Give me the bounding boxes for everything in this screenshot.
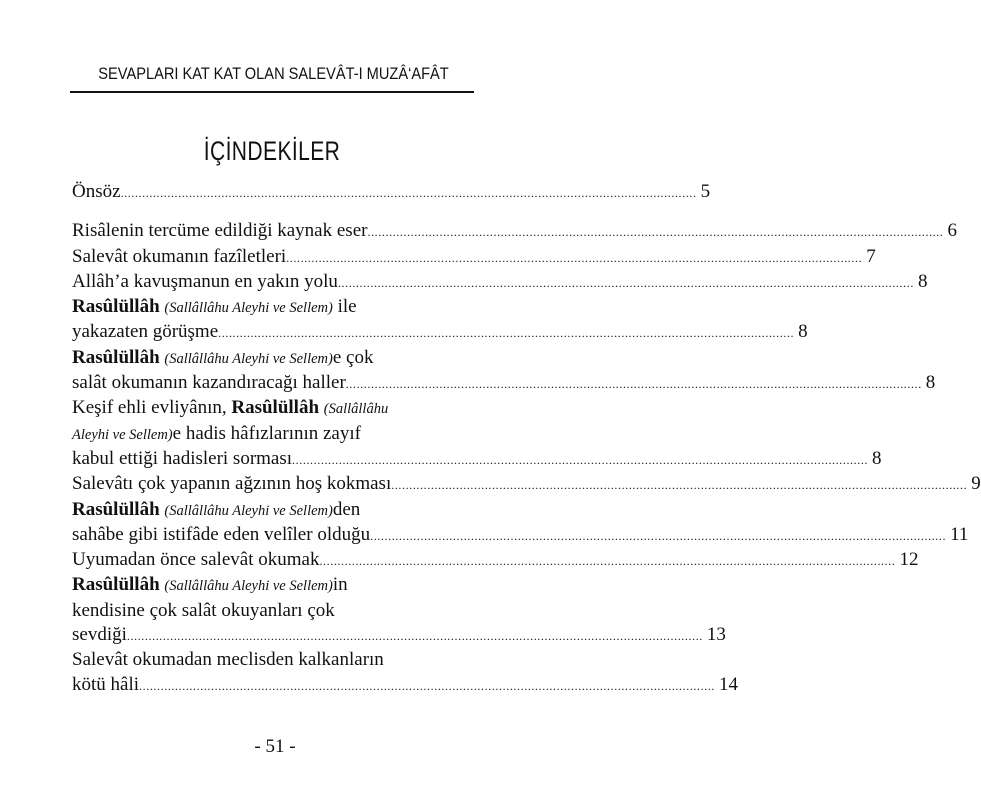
toc-entry[interactable] xyxy=(72,180,711,205)
toc-entry-title: yakazaten görüşme xyxy=(72,321,219,343)
dot-leader xyxy=(338,271,914,295)
toc-entry-title: kabul ettiği hadisleri sorması xyxy=(72,447,293,469)
running-header: SEVAPLARI KAT KAT OLAN SALEVÂT-I MUZÂ‘AFÂT xyxy=(98,64,449,83)
toc-entry-line[interactable]: Rasûlüllâh (Sallâllâhu Aleyhi ve Sellem)in xyxy=(72,574,348,596)
rasul-name: Rasûlüllâh xyxy=(72,574,160,596)
toc-entry[interactable] xyxy=(72,320,808,345)
toc-entry[interactable] xyxy=(72,472,981,497)
dot-leader xyxy=(127,624,703,648)
dot-leader xyxy=(367,220,943,244)
dot-leader xyxy=(218,321,794,345)
page-number: - 51 - xyxy=(254,736,296,757)
toc-entry[interactable] xyxy=(72,371,936,396)
toc-entry-line[interactable] xyxy=(72,599,474,623)
honorific: (Sallâllâhu Aleyhi ve Sellem) xyxy=(164,578,333,595)
toc-entry[interactable] xyxy=(72,245,876,270)
toc-entry-title: Önsöz xyxy=(72,181,121,202)
toc-page-number: 8 xyxy=(798,321,808,343)
dot-leader xyxy=(346,372,922,396)
rasul-name: Rasûlüllâh xyxy=(72,296,160,318)
toc-entry-title: Allâh’a kavuşmanun en yakın yolu xyxy=(72,270,338,292)
honorific: (Sallâllâhu Aleyhi ve Sellem) xyxy=(164,502,333,519)
toc-entry[interactable] xyxy=(72,447,882,472)
toc-entry-line[interactable] xyxy=(72,648,474,672)
toc-page-number: 5 xyxy=(700,181,711,202)
toc-page-number: 9 xyxy=(971,473,981,495)
toc-page-number: 8 xyxy=(925,372,936,394)
honorific: (Sallâllâhu Aleyhi ve Sellem) xyxy=(164,300,333,317)
rasul-name: Rasûlüllâh xyxy=(72,498,160,520)
dot-leader xyxy=(319,549,895,573)
dot-leader xyxy=(292,448,868,472)
toc-entry-title: Uyumadan önce salevât okumak xyxy=(72,549,320,571)
table-of-contents xyxy=(72,180,981,698)
toc-entry-title: Risâlenin tercüme edildiği kaynak eser xyxy=(72,220,368,242)
dot-leader xyxy=(370,524,946,548)
page-title: İÇİNDEKİLER xyxy=(203,136,341,166)
toc-entry-title: sahâbe gibi istifâde eden velîler olduğu xyxy=(72,523,371,545)
toc-entry[interactable] xyxy=(72,548,919,573)
rasul-name: Rasûlüllâh xyxy=(72,346,160,368)
header-rule xyxy=(70,91,474,93)
rasul-name: Rasûlüllâh xyxy=(231,397,320,419)
honorific: (Sallâllâhu Aleyhi ve Sellem) xyxy=(164,350,333,367)
toc-entry[interactable] xyxy=(72,270,928,295)
toc-entry[interactable] xyxy=(72,623,726,648)
toc-entry-title: Salevât okumanın fazîletleri xyxy=(72,245,287,267)
dot-leader xyxy=(286,246,862,270)
toc-entry-title: Salevât okumadan meclisden kalkanların xyxy=(72,649,384,671)
toc-entry-title: kendisine çok salât okuyanları çok xyxy=(72,599,335,621)
toc-entry-line[interactable]: Aleyhi ve Sellem)e hadis hâfızlarının zayıf xyxy=(72,422,361,444)
toc-page-number: 12 xyxy=(899,549,919,571)
toc-entry[interactable] xyxy=(72,523,969,548)
toc-entry-line[interactable]: Rasûlüllâh (Sallâllâhu Aleyhi ve Sellem)e çok xyxy=(72,346,374,368)
toc-page-number: 6 xyxy=(947,220,957,242)
toc-page-number: 11 xyxy=(950,523,969,545)
toc-entry-title: sevdiği xyxy=(72,624,127,646)
honorific: (Sallâllâhu xyxy=(323,401,389,418)
toc-page-number: 13 xyxy=(706,624,726,646)
toc-entry[interactable] xyxy=(72,673,739,698)
dot-leader xyxy=(121,181,697,205)
toc-entry-title: Salevâtı çok yapanın ağzının hoş kokması xyxy=(72,473,392,495)
dot-leader xyxy=(391,473,967,497)
toc-entry-title: salât okumanın kazandıracağı haller xyxy=(72,372,346,394)
toc-page-number: 7 xyxy=(866,245,876,267)
dot-leader xyxy=(139,674,715,698)
toc-page-number: 8 xyxy=(917,270,928,292)
toc-page-number: 8 xyxy=(872,447,882,469)
toc-entry-line[interactable]: Rasûlüllâh (Sallâllâhu Aleyhi ve Sellem) ile xyxy=(72,296,357,318)
toc-entry-line[interactable]: Keşif ehli evliyânın, Rasûlüllâh (Sallâllâhu xyxy=(72,397,389,419)
toc-entry[interactable] xyxy=(72,219,957,244)
toc-page-number: 14 xyxy=(719,673,739,695)
toc-entry-title: kötü hâli xyxy=(72,673,140,695)
toc-entry-line[interactable]: Rasûlüllâh (Sallâllâhu Aleyhi ve Sellem)den xyxy=(72,498,361,520)
honorific: Aleyhi ve Sellem) xyxy=(72,426,173,443)
